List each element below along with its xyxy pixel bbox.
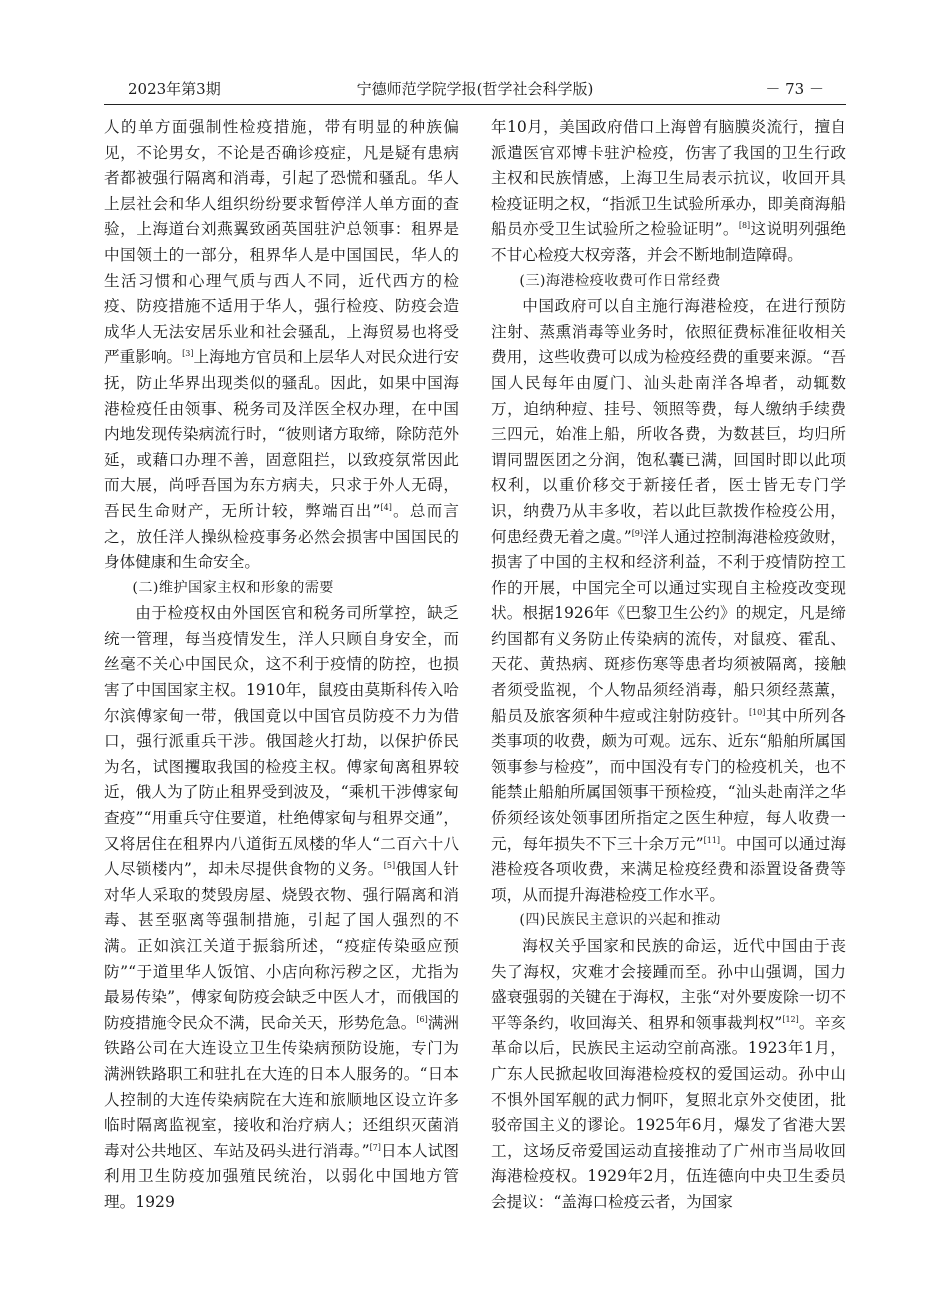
- paragraph: [491, 115, 846, 269]
- right-column: [491, 115, 846, 1216]
- paragraph: [104, 601, 459, 1215]
- citation-ref: [9]: [631, 528, 644, 538]
- text-run: 中国政府可以自主施行海港检疫，在进行预防注射、蒸熏消毒等业务时，依照征费标准征收相关费用，这些收费可以成为检疫经费的重要来源。“吾国人民每年由厦门、汕头赴南洋各埠者，动辄数万，迫纳种痘、挂号、领照等费，每人缴纳手续费三四元，始准上船，所收各费，为数甚巨，均归所谓同盟医团之分润，饱私囊已满，回国时即以此项权利，以重价移交于新接任者，医士皆无专门学识，纳费乃从丰多收，若以此巨款拨作检疫公用，何患经费无着之虞。”: [491, 297, 846, 546]
- citation-ref: [4]: [380, 502, 392, 512]
- text-run: 海权关乎国家和民族的命运，近代中国由于丧失了海权，灾难才会接踵而至。孙中山强调，国力盛衰强弱的关键在于海权，主张“对外要废除一切不平等条约，收回海关、租界和领事裁判权”: [491, 937, 846, 1032]
- text-run: 。辛亥革命以后，民族民主运动空前高涨。1923年1月，广东人民掀起收回海港检疫权的爱国运动。孙中山不惧外国军舰的武力恫吓，复照北京外交使团，批驳帝国主义的谬论。1925年6月，爆发了省港大罢工，这场反帝爱国运动直接推动了广州市当局收回海港检疫权。1929年2月，伍连德向中央卫生委员会提议：“盖海口检疫云者，为国家: [491, 1013, 846, 1211]
- citation-ref: [7]: [369, 1142, 381, 1152]
- section-heading: (二)维护国家主权和形象的需要: [132, 579, 334, 596]
- text-run: 人的单方面强制性检疫措施，带有明显的种族偏见，不论男女，不论是否确诊疫症，凡是疑有患病者都被强行隔离和消毒，引起了恐慌和骚乱。华人上层社会和华人组织纷纷要求暂停洋人单方面的查验，上海道台刘燕翼致函英国驻沪总领事：租界是中国领土的一部分，租界华人是中国国民，华人的生活习惯和心理气质与西人不同，近代西方的检疫、防疫措施不适用于华人，强行检疫、防疫会造成华人无法安居乐业和社会骚乱，上海贸易也将受严重影响。: [104, 118, 459, 367]
- section-heading: (四)民族民主意识的兴起和推动: [519, 912, 721, 929]
- text-run: 其中所列各类事项的收费，颇为可观。远东、近东“船舶所属国领事参与检疫”，而中国没有专门的检疫机关，也不能禁止船舶所属国领事干预检疫，“汕头赴南洋之华侨须经该处领事团所指定之医生种痘，每人收费一元，每年损失不下三十余万元”: [491, 706, 846, 853]
- text-run: 。总而言之，放任洋人操纵检疫事务必然会损害中国国民的身体健康和生命安全。: [104, 501, 459, 572]
- citation-ref: [8]: [738, 221, 751, 231]
- paragraph: [491, 934, 846, 1216]
- text-run: 这说明列强绝不甘心检疫大权旁落，并会不断地制造障碍。: [491, 220, 846, 264]
- paragraph: [491, 294, 846, 908]
- text-run: 由于检疫权由外国医官和税务司所掌控，缺乏统一管理，每当疫情发生，洋人只顾自身安全，而丝毫不关心中国民众，这不利于疫情的防控，也损害了中国国家主权。1910年，鼠疫由莫斯科传入哈尔滨傅家甸一带，俄国竟以中国官员防疫不力为借口，强行派重兵干涉。俄国趁火打劫，以保护侨民为名，试图攫取我国的检疫主权。傅家甸离租界较近，俄人为了防止租界受到波及，“乘机干涉傅家甸查疫”“用重兵守住要道，杜绝傅家甸与租界交通”，又将居住在租界内八道街五凤楼的华人“二百六十八人尽锁楼内”，却未尽提供食物的义务。: [104, 604, 459, 879]
- running-header: [104, 74, 846, 105]
- citation-ref: [10]: [748, 707, 766, 717]
- text-run: 上海地方官员和上层华人对民众进行安抚，防止华界出现类似的骚乱。因此，如果中国海港检疫任由领事、税务司及洋医全权办理，在中国内地发现传染病流行时，“彼则诸方取缔，除防范外延，或藉口办理不善，固意阻拦，以致疫氛常因此而大展，尚呼吾国为东方病夫，只求于外人无碍，吾民生命财产，无所计较，弊端百出”: [104, 348, 459, 520]
- paragraph: [104, 115, 459, 576]
- text-run: 满洲铁路公司在大连设立卫生传染病预防设施，专门为满洲铁路职工和驻扎在大连的日本人服务的。“日本人控制的大连传染病院在大连和旅顺地区设立许多临时隔离监视室，接收和治疗病人；还组织灭菌消毒对公共地区、车站及码头进行消毒。”: [104, 1013, 459, 1160]
- citation-ref: [11]: [703, 835, 721, 845]
- text-run: 日本人试图利用卫生防疫加强殖民统治，以弱化中国地方管理。1929: [104, 1141, 459, 1211]
- issue-label: 2023年第3期: [128, 80, 221, 98]
- text-run: 。中国可以通过海港检疫各项收费，来满足检疫经费和添置设备费等项，从而提升海港检疫工作水平。: [491, 834, 846, 904]
- left-column: [104, 115, 459, 1216]
- journal-title: 宁德师范学院学报(哲学社会科学版): [356, 80, 594, 98]
- citation-ref: [6]: [416, 1014, 428, 1024]
- citation-ref: [3]: [182, 349, 194, 359]
- text-run: 俄国人针对华人采取的焚毁房屋、烧毁衣物、强行隔离和消毒、甚至驱离等强制措施，引起了国人强烈的不满。正如滨江关道于振翁所述，“疫症传染亟应预防”“于道里华人饭馆、小店向称污秽之区，尤指为最易传染”，傅家甸防疫会缺乏中医人才，而俄国的防疫措施令民众不满，民命关天，形势危急。: [104, 860, 459, 1032]
- text-run: 洋人通过控制海港检疫敛财，损害了中国的主权和经济利益，不利于疫情防控工作的开展，中国完全可以通过实现自主检疫改变现状。根据1926年《巴黎卫生公约》的规定，凡是缔约国都有义务防止传染病的流传，对鼠疫、霍乱、天花、黄热病、斑疹伤寒等患者均须被隔离，接触者须受监视，个人物品须经消毒，船只须经蒸薰，船员及旅客须种牛痘或注射防疫针。: [491, 527, 846, 725]
- text-run: 年10月，美国政府借口上海曾有脑膜炎流行，擅自派遣医官邓博卡驻沪检疫，伤害了我国的卫生行政主权和民族情感，上海卫生局表示抗议，收回开具检疫证明之权，“指派卫生试验所承办，即美商海船船员亦受卫生试验所之检验证明”。: [491, 118, 846, 239]
- section-heading: (三)海港检疫收费可作日常经费: [519, 272, 721, 289]
- citation-ref: [5]: [383, 861, 396, 871]
- citation-ref: [12]: [782, 1014, 799, 1024]
- page-number: － 73 －: [765, 80, 824, 98]
